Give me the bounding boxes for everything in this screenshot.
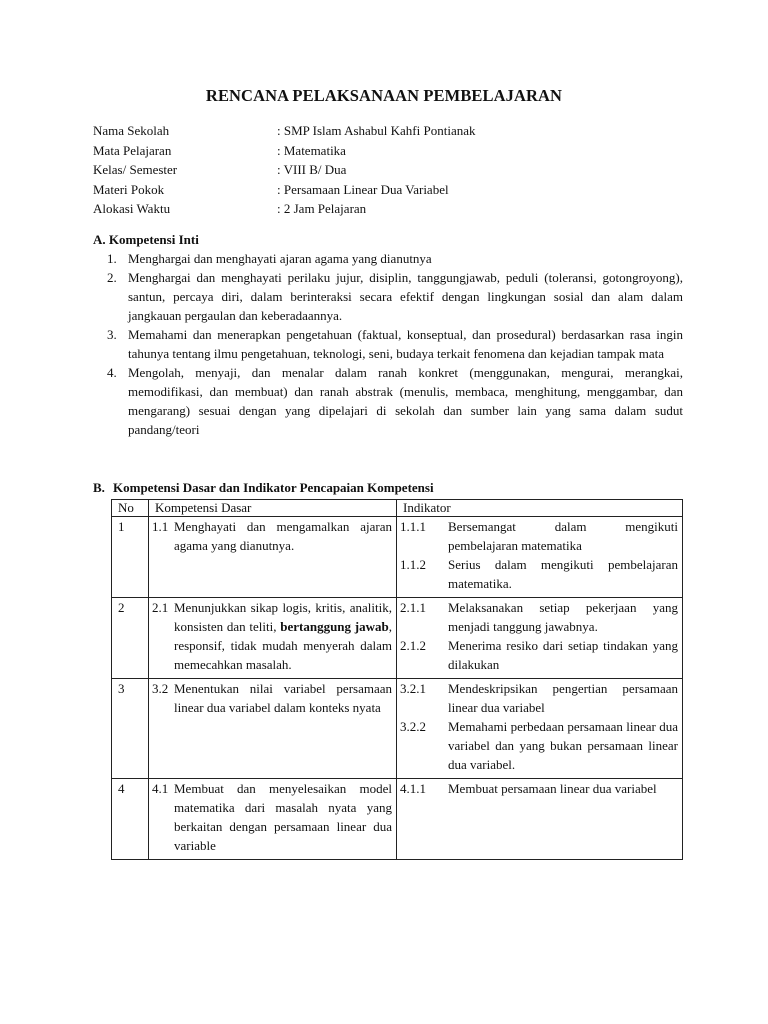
indicator-text: Bersemangat dalam mengikuti pembelajaran matematika (448, 519, 678, 553)
kd-text-part: Menunjukkan sikap logis, kritis, analitik, konsisten dan teliti, (174, 600, 392, 634)
section-b-heading (93, 478, 683, 497)
row-number: 2 (112, 598, 149, 679)
kd-cell (149, 679, 397, 779)
kd-text-bold: bertanggung jawab (280, 619, 389, 634)
list-text: Menghargai dan menghayati perilaku jujur, disiplin, tanggungjawab, peduli (toleransi, gotongroyong), santun, percaya diri, dalam berinteraksi secara efektif dengan lingkungan sosial dan alam dalam jangkauan pergaulan dan keberadaannya. (128, 270, 683, 323)
info-label: Nama Sekolah (93, 123, 170, 138)
indicator-text: Memahami perbedaan persamaan linear dua variabel dan yang bukan persamaan linear dua variabel. (448, 719, 678, 772)
list-number: 2. (107, 270, 117, 285)
indicator-item (397, 598, 682, 636)
indicator-code: 2.1.2 (400, 638, 426, 653)
indicator-cell (397, 517, 683, 598)
list-text: Mengolah, menyaji, dan menalar dalam ranah konkret (menggunakan, mengurai, merangkai, memodifikasi, dan membuat) dan ranah abstrak (menulis, membaca, menghitung, menggambar, dan mengarang) sesuai dengan yang dipelajari di sekolah dan sumber lain yang sama dalam sudut pandang/teori (128, 365, 683, 437)
indicator-item (397, 636, 682, 678)
row-number: 3 (112, 679, 149, 779)
row-number: 4 (112, 779, 149, 860)
indicator-text: Menerima resiko dari setiap tindakan yang dilakukan (448, 638, 678, 672)
list-text: Menghargai dan menghayati ajaran agama yang dianutnya (128, 251, 432, 266)
kompetensi-inti-list (93, 249, 683, 439)
table-row (112, 517, 683, 598)
info-value: : SMP Islam Ashabul Kahfi Pontianak (277, 123, 476, 138)
section-b-letter: B. (93, 480, 105, 495)
list-item (93, 249, 683, 268)
indicator-text: Mendeskripsikan pengertian persamaan linear dua variabel (448, 681, 678, 715)
table-row (112, 779, 683, 860)
info-label: Alokasi Waktu (93, 201, 171, 217)
info-row (93, 160, 693, 180)
indicator-code: 1.1.1 (400, 519, 426, 534)
document-title: RENCANA PELAKSANAAN PEMBELAJARAN (205, 86, 563, 105)
section-kompetensi-dasar (93, 478, 683, 497)
table-row (112, 598, 683, 679)
indicator-item (397, 517, 682, 555)
section-kompetensi-inti (93, 230, 683, 439)
identity-block (93, 121, 693, 219)
kd-code: 2.1 (152, 600, 169, 615)
info-value: : Matematika (277, 142, 346, 158)
info-label: Kelas/ Semester (93, 162, 178, 178)
row-number: 1 (112, 517, 149, 598)
kd-cell (149, 517, 397, 598)
list-text: Memahami dan menerapkan pengetahuan (faktual, konseptual, dan prosedural) berdasarkan rasa ingin tahunya tentang ilmu pengetahuan, teknologi, seni, budaya terkait fenomena dan kejadian tampak mata (128, 327, 683, 361)
kd-cell (149, 779, 397, 860)
indicator-text: Serius dalam mengikuti pembelajaran matematika. (448, 557, 678, 591)
indicator-item (397, 679, 682, 717)
info-row (93, 141, 693, 161)
indicator-code: 3.2.2 (400, 719, 426, 734)
indicator-code: 1.1.2 (400, 557, 426, 572)
indicator-text: Melaksanakan setiap pekerjaan yang menjadi tanggung jawabnya. (448, 600, 678, 634)
section-b-title: Kompetensi Dasar dan Indikator Pencapaian Kompetensi (113, 480, 434, 495)
header-kompetensi-dasar: Kompetensi Dasar (149, 500, 397, 517)
table-header-row (112, 500, 683, 517)
indicator-item (397, 555, 682, 597)
info-row (93, 121, 693, 141)
info-row (93, 199, 693, 219)
kd-text: Menentukan nilai variabel persamaan linear dua variabel dalam konteks nyata (174, 681, 392, 715)
kd-code: 4.1 (152, 781, 169, 796)
indicator-item (397, 779, 682, 802)
list-item (93, 363, 683, 439)
indicator-cell (397, 779, 683, 860)
kd-code: 3.2 (152, 681, 169, 696)
list-item (93, 325, 683, 363)
header-indikator: Indikator (397, 500, 683, 517)
indicator-code: 3.2.1 (400, 681, 426, 696)
kd-text-part: , responsif, tidak mudah menyerah dalam memecahkan masalah. (174, 619, 392, 672)
indicator-code: 4.1.1 (400, 781, 426, 796)
info-value: : Persamaan Linear Dua Variabel (277, 181, 449, 197)
kd-text (174, 598, 392, 674)
indicator-cell (397, 598, 683, 679)
header-no: No (112, 500, 149, 517)
kd-cell (149, 598, 397, 679)
indicator-text: Membuat persamaan linear dua variabel (448, 781, 657, 796)
info-value: : VIII B/ Dua (277, 162, 347, 178)
competency-table (111, 499, 683, 860)
indicator-item (397, 717, 682, 778)
list-item (93, 268, 683, 325)
info-row (93, 180, 693, 200)
info-label: Mata Pelajaran (93, 142, 172, 158)
list-number: 3. (107, 327, 117, 342)
section-a-heading: A. Kompetensi Inti (93, 232, 199, 247)
kd-text: Membuat dan menyelesaikan model matematika dari masalah nyata yang berkaitan dengan persamaan linear dua variable (174, 781, 392, 853)
list-number: 1. (107, 251, 117, 266)
info-value: : 2 Jam Pelajaran (277, 201, 367, 217)
kd-code: 1.1 (152, 519, 169, 534)
list-number: 4. (107, 365, 117, 380)
table-row (112, 679, 683, 779)
kd-text: Menghayati dan mengamalkan ajaran agama yang dianutnya. (174, 519, 392, 553)
indicator-cell (397, 679, 683, 779)
indicator-code: 2.1.1 (400, 600, 426, 615)
info-label: Materi Pokok (93, 181, 165, 197)
